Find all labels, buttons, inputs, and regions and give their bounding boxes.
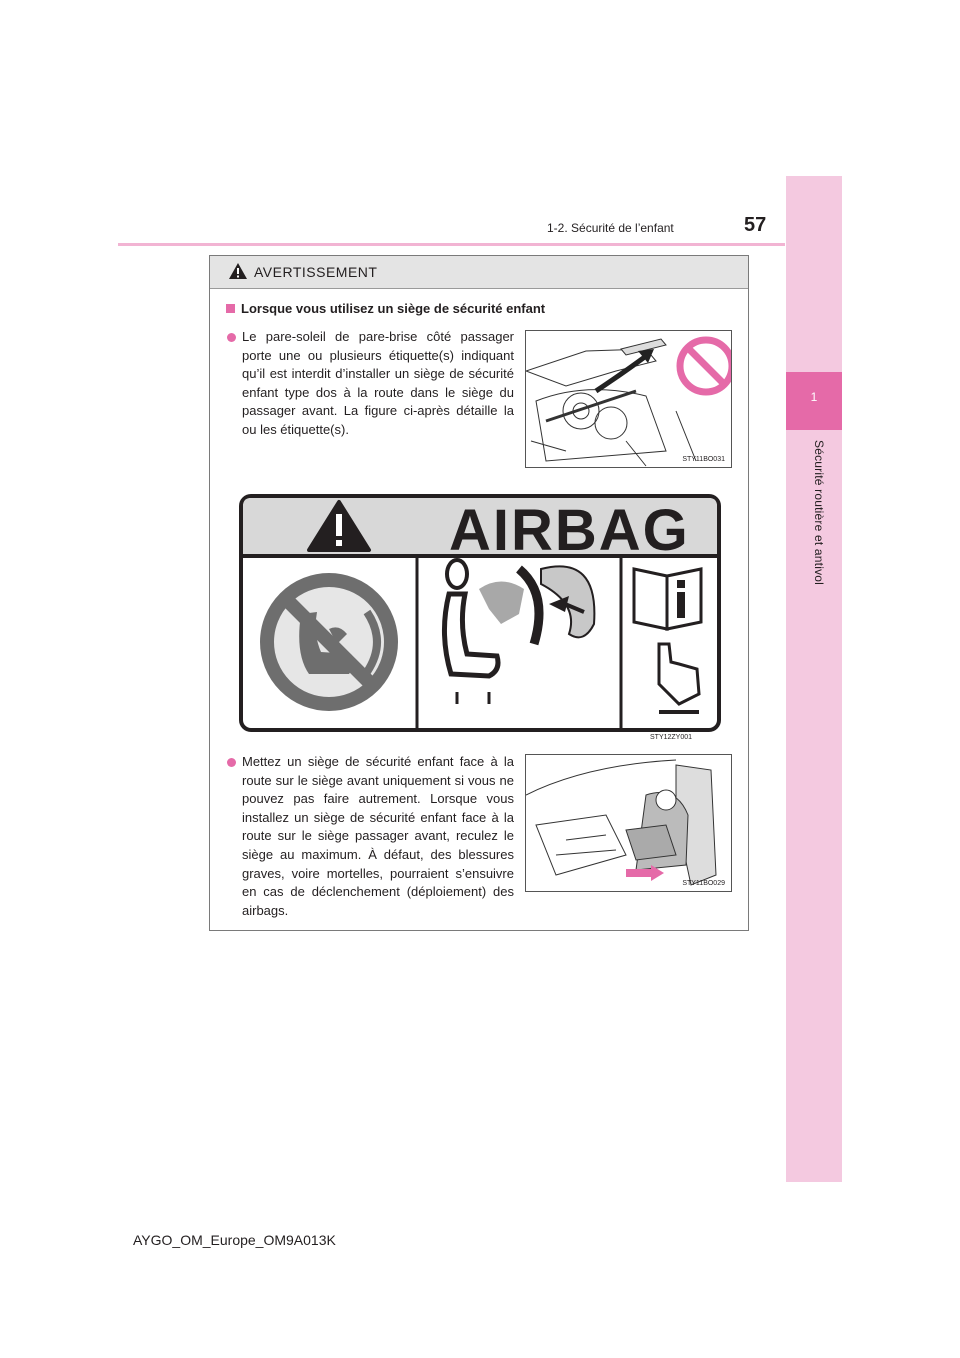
document-id: AYGO_OM_Europe_OM9A013K bbox=[133, 1232, 336, 1248]
header-divider bbox=[118, 243, 785, 246]
circle-bullet-icon bbox=[227, 333, 236, 342]
warning-triangle-icon bbox=[228, 262, 248, 280]
bullet-item-forward-facing bbox=[242, 753, 514, 920]
airbag-label-graphic bbox=[239, 494, 721, 732]
sunvisor-illustration bbox=[525, 330, 732, 468]
child-seat-drawing bbox=[526, 755, 731, 891]
square-bullet-icon bbox=[226, 304, 235, 313]
page-number: 57 bbox=[744, 214, 767, 236]
airbag-label-code: STY12ZY001 bbox=[650, 734, 693, 741]
circle-bullet-icon bbox=[227, 758, 236, 767]
no-rear-facing-seat-icon bbox=[267, 580, 391, 704]
warning-subheading-text: Lorsque vous utilisez un siège de sécurité enfant bbox=[241, 301, 546, 316]
warning-title: AVERTISSEMENT bbox=[254, 264, 378, 280]
warning-subheading bbox=[226, 301, 545, 316]
bullet-text-sunvisor: Le pare-soleil de pare-brise côté passager porte une ou plusieurs étiquette(s) indiquant qu’il est interdit d’installer un siège de sécurité enfant type dos à la route dans le siège du passager avant. La figure ci-après détaille la ou les étiquette(s). bbox=[242, 329, 514, 437]
warning-box bbox=[209, 255, 749, 931]
section-title: 1-2. Sécurité de l’enfant bbox=[547, 221, 674, 235]
chapter-title: Sécurité routière et antivol bbox=[812, 440, 826, 586]
airbag-word: AIRBAG bbox=[449, 498, 690, 563]
bullet-item-sunvisor bbox=[242, 328, 514, 440]
bullet-text-forward-facing: Mettez un siège de sécurité enfant face à la route sur le siège avant uniquement si vous ne pouvez pas faire autrement. Lorsque vous installez un siège de sécurité enfant face à la route sur le siège passager avant, reculez le siège au maximum. À défaut, des blessures graves, voire mortelles, pourraient s’ensuivre en cas de déclenchement (déploiement) des airbags. bbox=[242, 754, 514, 918]
chapter-tab-strip bbox=[786, 176, 842, 1182]
chapter-number: 1 bbox=[810, 390, 818, 404]
figure-code: STY11BO029 bbox=[682, 880, 725, 887]
airbag-warning-label bbox=[239, 494, 721, 732]
sunvisor-drawing bbox=[526, 331, 731, 467]
forward-facing-seat-illustration bbox=[525, 754, 732, 892]
figure-code: STY11BO031 bbox=[682, 456, 725, 463]
warning-header bbox=[210, 256, 748, 289]
